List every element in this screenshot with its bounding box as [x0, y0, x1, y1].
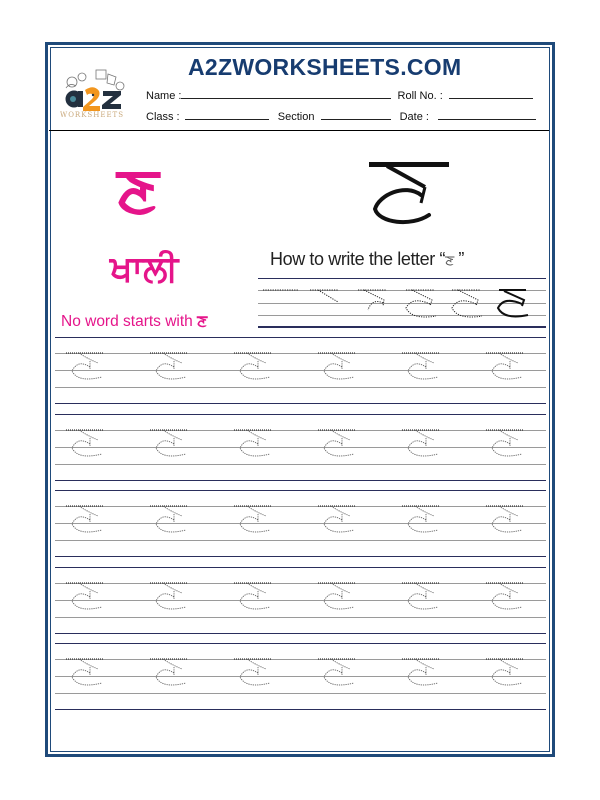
how-to-glyph: ਣ [445, 253, 454, 269]
row-guide-line [55, 659, 546, 660]
row-bottom-rule [55, 403, 546, 404]
class-field[interactable] [185, 109, 269, 120]
trace-letter-icon [482, 428, 526, 468]
no-word-note [61, 312, 207, 331]
trace-letter-icon [314, 351, 358, 391]
trace-letter-icon [314, 581, 358, 621]
stroke-order-sequence-icon [258, 280, 548, 326]
row-guide-line [55, 583, 546, 584]
class-label: Class : [146, 111, 180, 123]
trace-letter-icon [62, 504, 106, 544]
trace-letter-icon [146, 428, 190, 468]
trace-letter-icon [230, 581, 274, 621]
trace-letter-icon [62, 351, 106, 391]
no-word-text: No word starts with [61, 313, 193, 330]
row-guide-line [55, 506, 546, 507]
row-guide-line [55, 387, 546, 388]
worksheet-border [45, 42, 555, 757]
date-field[interactable] [438, 109, 536, 120]
trace-letter-icon [62, 428, 106, 468]
section-field[interactable] [321, 109, 391, 120]
trace-letter-icon [230, 351, 274, 391]
row-top-rule [55, 414, 546, 415]
how-to-write-caption [270, 249, 464, 270]
row-guide-line [55, 676, 546, 677]
row-guide-line [55, 617, 546, 618]
row-guide-line [55, 693, 546, 694]
trace-letter-icon [314, 504, 358, 544]
class-section-date-row [146, 109, 536, 123]
trace-letter-icon [314, 428, 358, 468]
trace-letter-icon [230, 657, 274, 697]
row-guide-line [55, 523, 546, 524]
section-label: Section [277, 111, 315, 123]
trace-letter-icon [62, 657, 106, 697]
row-top-rule [55, 490, 546, 491]
row-bottom-rule [55, 709, 546, 710]
trace-letter-icon [146, 657, 190, 697]
trace-letter-icon [482, 581, 526, 621]
trace-letter-icon [482, 657, 526, 697]
section-divider [55, 337, 546, 338]
example-word: ਖਾਲੀ [110, 249, 179, 290]
row-guide-line [55, 540, 546, 541]
row-guide-line [55, 600, 546, 601]
logo-subtitle: WORKSHEETS [60, 111, 125, 119]
row-bottom-rule [55, 633, 546, 634]
row-guide-line [55, 353, 546, 354]
roll-no-label: Roll No. : [397, 90, 443, 102]
roll-no-field[interactable] [449, 88, 533, 99]
how-to-prefix: How to write the letter “ [270, 249, 446, 269]
site-title: A2ZWORKSHEETS.COM [188, 54, 462, 80]
trace-letter-icon [146, 581, 190, 621]
large-letter-model-icon [365, 155, 455, 235]
how-to-suffix: ” [453, 249, 464, 269]
row-guide-line [55, 370, 546, 371]
row-guide-line [55, 447, 546, 448]
trace-letter-icon [62, 581, 106, 621]
trace-letter-icon [146, 504, 190, 544]
featured-letter: ਣ [117, 153, 159, 227]
header-divider [49, 130, 549, 131]
name-label: Name : [146, 90, 182, 102]
row-bottom-rule [55, 556, 546, 557]
trace-letter-icon [230, 428, 274, 468]
trace-letter-icon [230, 504, 274, 544]
trace-letter-icon [314, 657, 358, 697]
trace-letter-icon [482, 351, 526, 391]
trace-letter-icon [398, 581, 442, 621]
trace-letter-icon [398, 351, 442, 391]
row-top-rule [55, 567, 546, 568]
trace-letter-icon [398, 657, 442, 697]
trace-letter-icon [398, 504, 442, 544]
row-guide-line [55, 430, 546, 431]
a2z-logo [58, 66, 138, 124]
row-bottom-rule [55, 480, 546, 481]
date-label: Date : [399, 111, 429, 123]
guide-bottom-rule [258, 326, 546, 328]
trace-letter-icon [398, 428, 442, 468]
trace-letter-icon [146, 351, 190, 391]
guide-top-rule [258, 278, 546, 279]
trace-letter-icon [482, 504, 526, 544]
no-word-glyph: ਣ [197, 312, 208, 330]
name-field[interactable] [181, 88, 391, 99]
row-guide-line [55, 464, 546, 465]
name-roll-row [146, 88, 533, 102]
row-top-rule [55, 643, 546, 644]
